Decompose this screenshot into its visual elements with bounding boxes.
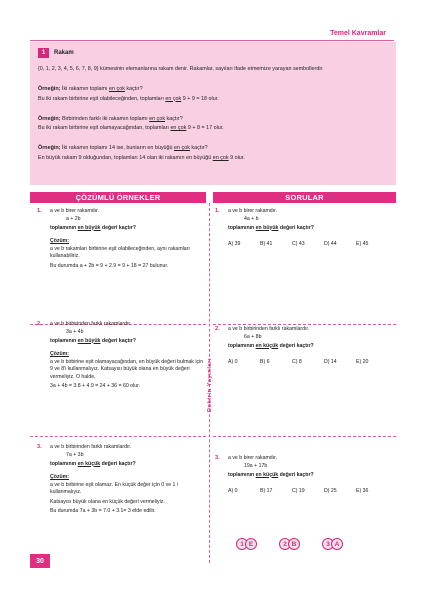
question-formula: 7a + 3b	[66, 452, 84, 459]
solution-label: Çözüm:	[50, 237, 70, 244]
option-a[interactable]: A) 39	[228, 240, 241, 247]
answer-key	[236, 538, 343, 550]
example-1-question: Örneğin; İki rakamın toplamı en çok kaçtır?	[38, 86, 143, 93]
question-3	[215, 455, 396, 495]
option-a[interactable]: A) 0	[228, 487, 238, 494]
solution-result: Bu durumda 7a + 3b = 7.0 + 3.1= 3 elde edilir.	[50, 507, 156, 514]
answer-key-item	[236, 538, 257, 550]
solution-text: a ve b birbirine eşit olamaz. En küçük değer için 0 ve 1 i kullanmalıyız.	[50, 482, 179, 496]
topic-title: Rakam	[54, 49, 74, 56]
row-divider	[30, 436, 206, 437]
answer-letter: A	[331, 538, 343, 550]
option-b[interactable]: B) 41	[260, 240, 273, 247]
answer-key-item	[279, 538, 300, 550]
section-header-solved: ÇÖZÜMLÜ ÖRNEKLER	[30, 192, 206, 203]
answer-number: 3	[322, 538, 334, 550]
question-number: 1.	[37, 208, 42, 214]
question-number: 3.	[37, 444, 42, 450]
option-c[interactable]: C) 19	[292, 487, 305, 494]
question-ask: toplamının en küçük değeri kaçtır?	[228, 342, 314, 349]
question-formula: 6a + 8b	[244, 334, 262, 341]
solution-result: Bu durumda a + 2b = 9 + 2.9 = 9 + 18 = 27 bulunur.	[50, 262, 169, 269]
answer-options	[228, 359, 396, 366]
topic-info-box	[30, 42, 396, 185]
page-header-title: Temel Kavramlar	[330, 30, 386, 37]
question-formula: 3a + 4b	[66, 329, 84, 336]
question-ask: toplamının en büyük değeri kaçtır?	[50, 337, 136, 344]
question-stem: a ve b birbirinden farklı rakamlardır.	[228, 326, 310, 332]
question-stem: a ve b birer rakamdır.	[228, 455, 278, 461]
section-header-questions: SORULAR	[213, 192, 396, 203]
option-b[interactable]: B) 17	[260, 487, 273, 494]
option-c[interactable]: C) 8	[292, 358, 302, 365]
answer-letter: E	[245, 538, 257, 550]
option-e[interactable]: E) 45	[356, 240, 369, 247]
topic-definition: {0, 1, 2, 3, 4, 5, 6, 7, 8, 9} kümesinin elemanlarına rakam denir. Rakamlar, sayıları ifade etmemize yarayan sembollerdir.	[38, 66, 324, 72]
solution-label: Çözüm:	[50, 473, 70, 480]
question-number: 2.	[215, 326, 220, 332]
example-2-answer: Bu iki rakam birbirine eşit olamayacağından, toplamları en çok 9 + 8 = 17 olur.	[38, 125, 224, 132]
question-2	[215, 326, 396, 366]
question-number: 1.	[215, 208, 220, 214]
solution-text: Katsayısı büyük olana en küçük değeri vermeliyiz.	[50, 498, 165, 505]
question-ask: toplamının en büyük değeri kaçtır?	[228, 224, 314, 231]
topic-heading	[38, 48, 388, 58]
question-number: 3.	[215, 455, 220, 461]
question-1	[215, 208, 396, 248]
question-stem: a ve b birer rakamdır.	[50, 208, 100, 214]
answer-number: 2	[279, 538, 291, 550]
example-2-question: Örneğin; Birbirinden farklı iki rakamın toplamı en çok kaçtır?	[38, 115, 183, 122]
publisher-watermark: Doktrin Yayınları	[207, 357, 213, 413]
option-a[interactable]: A) 0	[228, 358, 238, 365]
question-formula: 4a + b	[244, 216, 259, 223]
example-3-answer: En büyük rakam 9 olduğundan, toplamları 14 olan iki rakamın en büyüğü en çok 9 olur.	[38, 154, 245, 161]
answer-key-item	[322, 538, 343, 550]
example-1-answer: Bu iki rakam birbirine eşit olabileceğinden, toplamları en çok 9 + 9 = 18 olur.	[38, 95, 219, 102]
option-e[interactable]: E) 20	[356, 358, 369, 365]
answer-letter: B	[288, 538, 300, 550]
page-number: 30	[30, 554, 50, 568]
option-d[interactable]: D) 25	[324, 487, 337, 494]
solved-example-2	[37, 321, 206, 392]
question-ask: toplamının en küçük değeri kaçtır?	[50, 460, 136, 467]
question-stem: a ve b birbirinden farklı rakamlardır.	[50, 321, 132, 327]
answer-options	[228, 241, 396, 248]
option-e[interactable]: E) 36	[356, 487, 369, 494]
row-divider	[213, 324, 396, 325]
solved-example-3	[37, 444, 206, 517]
solution-text: a ve b birbirine eşit olamayacağından, en büyük değeri bulmak için 9 ve 8'i kullanmalıyız. Katsayısı büyük olana en büyük değeri vermeliyiz. O halde,	[50, 359, 204, 380]
question-number: 2.	[37, 321, 42, 327]
question-stem: a ve b birer rakamdır.	[228, 208, 278, 214]
option-d[interactable]: D) 14	[324, 358, 337, 365]
question-stem: a ve b birbirinden farklı rakamlardır.	[50, 444, 132, 450]
solution-label: Çözüm:	[50, 350, 70, 357]
question-formula: a + 2b	[66, 216, 81, 223]
question-ask: toplamının en küçük değeri kaçtır?	[228, 471, 314, 478]
header-rule	[30, 40, 394, 41]
answer-number: 1	[236, 538, 248, 550]
row-divider	[213, 436, 396, 437]
solution-result: 3a + 4b = 3.8 + 4.9 = 24 + 36 = 60 olur.	[50, 382, 140, 389]
question-ask: toplamının en büyük değeri kaçtır?	[50, 224, 136, 231]
topic-number: 1	[38, 48, 49, 58]
answer-options	[228, 488, 396, 495]
question-formula: 19a + 17b	[244, 463, 268, 470]
option-d[interactable]: D) 44	[324, 240, 337, 247]
option-b[interactable]: B) 6	[260, 358, 270, 365]
example-3-question: Örneğin; İki rakamın toplamı 14 ise, bunların en büyüğü en çok kaçtır?	[38, 145, 208, 152]
solved-example-1	[37, 208, 206, 272]
option-c[interactable]: C) 43	[292, 240, 305, 247]
solution-text: a ve b rakamları birbirine eşit olabileceğinden, aynı rakamları kullanabiliriz.	[50, 246, 190, 260]
